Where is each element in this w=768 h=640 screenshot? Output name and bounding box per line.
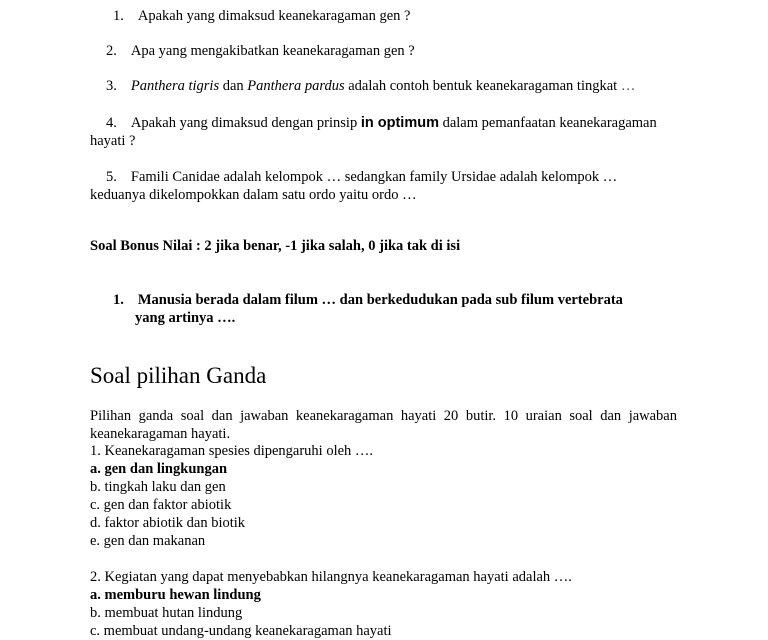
essay-question-3 xyxy=(106,77,635,95)
species-name-tigris: Panthera tigris xyxy=(130,78,220,94)
mc-option-e: e. gen dan makanan xyxy=(90,533,206,549)
question-text-mid: dan xyxy=(222,78,244,94)
mc-option-b: b. tingkah laku dan gen xyxy=(90,479,226,495)
question-text-line2: keduanya dikelompokkan dalam satu ordo yaitu ordo … xyxy=(90,187,417,203)
mc-question-text: 1. Keanekaragaman spesies dipengaruhi oleh …. xyxy=(90,443,374,459)
section-intro: Pilihan ganda soal dan jawaban keanekaragaman hayati 20 butir. 10 uraian soal dan jawaban keanekaragaman hayati. xyxy=(90,408,677,442)
question-text: Apa yang mengakibatkan keanekaragaman gen ? xyxy=(130,43,415,59)
essay-question-1 xyxy=(113,7,410,25)
essay-question-4 xyxy=(90,114,677,150)
bonus-question-1 xyxy=(113,291,673,327)
mc-option-a: a. memburu hewan lindung xyxy=(90,587,261,603)
question-number: 1. xyxy=(113,8,124,24)
essay-question-5 xyxy=(90,168,677,204)
question-number: 1. xyxy=(113,292,124,308)
question-number: 3. xyxy=(106,78,117,94)
mc-question-1 xyxy=(90,442,677,550)
mc-question-2 xyxy=(90,568,677,640)
bold-term: in optimum xyxy=(360,115,439,131)
question-text-line2: yang artinya …. xyxy=(135,310,236,326)
mc-option-d: d. faktor abiotik dan biotik xyxy=(90,515,246,531)
mc-option-c: c. gen dan faktor abiotik xyxy=(90,497,232,513)
essay-question-2 xyxy=(106,42,415,60)
ellipsis: … xyxy=(620,78,636,94)
mc-option-b: b. membuat hutan lindung xyxy=(90,605,243,621)
question-number: 4. xyxy=(106,115,117,131)
question-text-line1: Famili Canidae adalah kelompok … sedangkan family Ursidae adalah kelompok … xyxy=(130,169,618,185)
question-number: 5. xyxy=(106,169,117,185)
question-text: Apakah yang dimaksud keanekaragaman gen ? xyxy=(137,8,411,24)
question-text-pre: Apakah yang dimaksud dengan prinsip xyxy=(130,115,358,131)
question-text-line1: Manusia berada dalam filum … dan berkedudukan pada sub filum vertebrata xyxy=(137,292,623,308)
mc-option-c: c. membuat undang-undang keanekaragaman hayati xyxy=(90,623,392,639)
question-text: adalah contoh bentuk keanekaragaman tingkat xyxy=(348,78,618,94)
section-heading: Soal pilihan Ganda xyxy=(90,363,267,388)
mc-option-a: a. gen dan lingkungan xyxy=(90,461,228,477)
question-text-post: dalam pemanfaatan keanekaragaman xyxy=(442,115,657,131)
mc-question-text: 2. Kegiatan yang dapat menyebabkan hilangnya keanekaragaman hayati adalah …. xyxy=(90,569,572,585)
question-number: 2. xyxy=(106,43,117,59)
species-name-pardus: Panthera pardus xyxy=(247,78,345,94)
bonus-title: Soal Bonus Nilai : 2 jika benar, -1 jika salah, 0 jika tak di isi xyxy=(90,238,461,254)
question-text-line2: hayati ? xyxy=(90,133,136,149)
